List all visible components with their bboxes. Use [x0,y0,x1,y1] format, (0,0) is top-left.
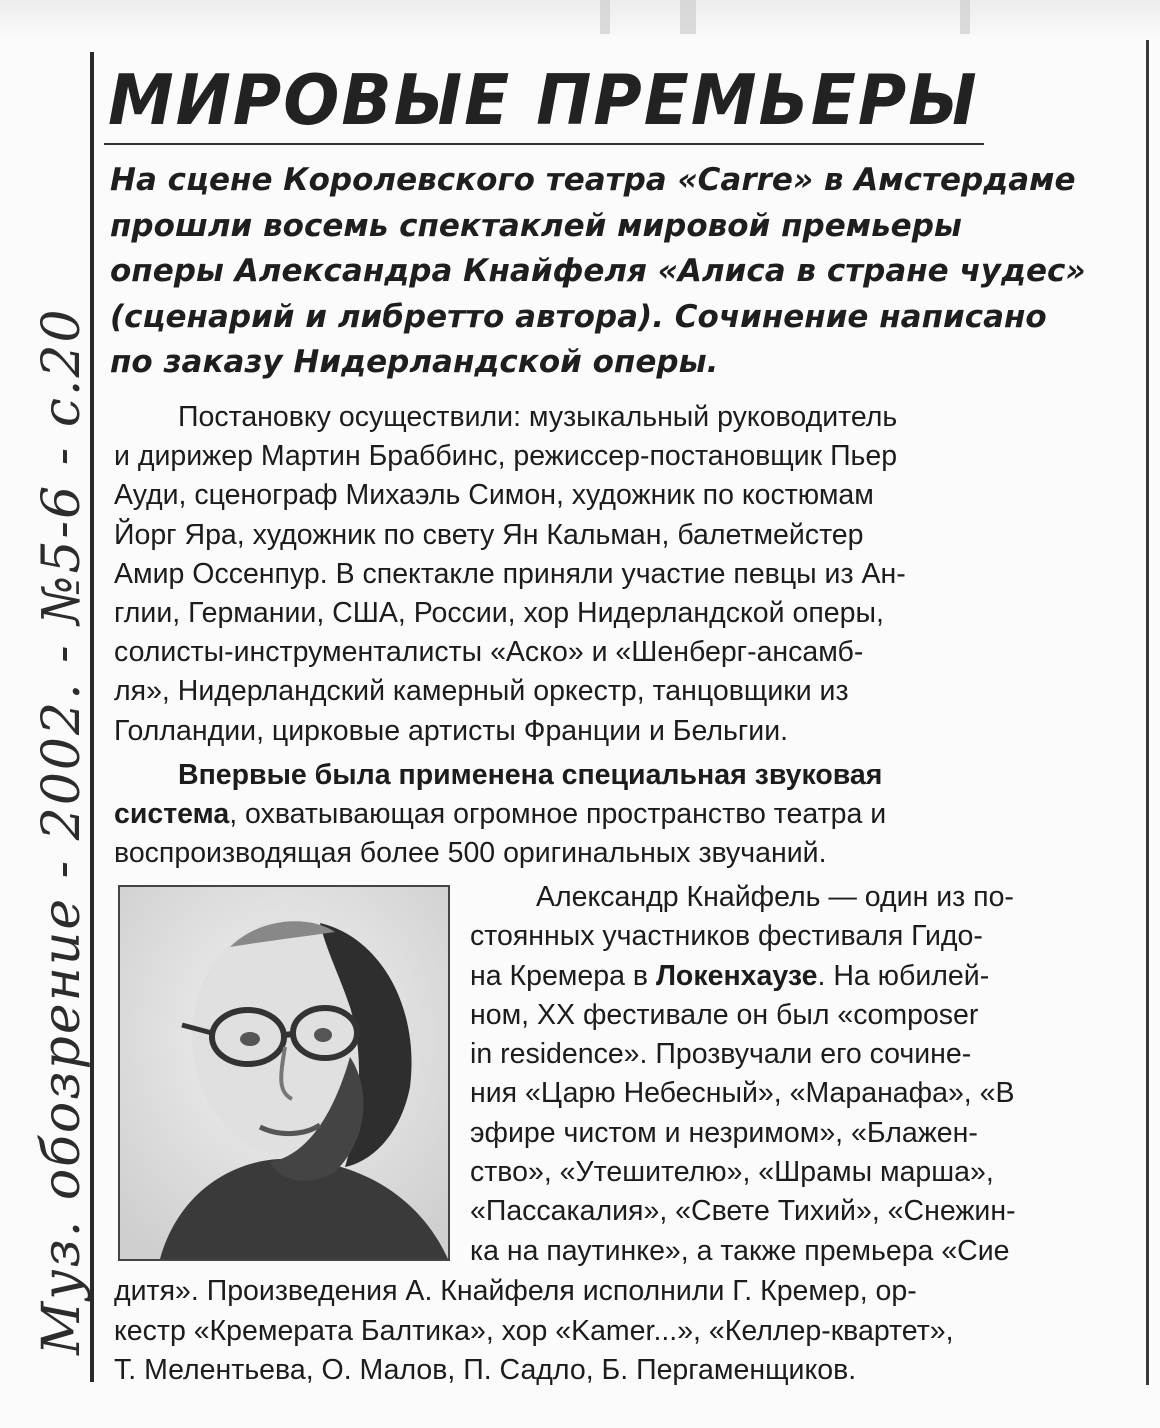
lead-line: по заказу Нидерландской оперы. [110,344,719,380]
scan-artifact [600,0,610,34]
lead-line: прошли восемь спектаклей мировой премьеры [110,207,962,244]
text-line: Т. Мелентьева, О. Малов, П. Садло, Б. Пергаменщиков. [114,1354,857,1386]
text-line [114,795,1112,834]
text-fragment: на Кремера в [470,959,656,992]
bold-text: система [114,798,230,831]
text-line: «Пассакалия», «Свете Тихий», «Снежин- [470,1195,1016,1228]
text-line: Постановку осуществили: музыкальный руководитель [178,401,898,433]
text-line: эфире чистом и незримом», «Блажен- [470,1116,978,1149]
paragraph-performers [114,1272,1114,1391]
text-line: ном, XX фестивале он был «composer [470,998,979,1031]
text-line: ния «Царю Небесный», «Маранафа», «В [470,1077,1015,1110]
portrait-illustration [120,887,448,1259]
text-line: Амир Оссенпур. В спектакле приняли участие певцы из Ан- [114,557,906,590]
text-line: кестр «Кремерата Балтика», хор «Kamer...», «Келлер-квартет», [114,1314,954,1347]
paragraph-sound-system [114,756,1112,874]
text-line: ка на паутинке», а также премьера «Сие [470,1234,1010,1267]
text-line: Ауди, сценограф Михаэль Симон, художник по костюмам [114,479,874,512]
text-line [114,756,1112,795]
scan-top-edge [0,0,1160,40]
scan-artifact [960,0,970,34]
text-line: Йорг Яра, художник по свету Ян Кальман, балетмейстер [114,518,864,551]
text-line: глии, Германии, США, России, хор Нидерландской оперы, [114,597,884,630]
handwritten-source-note: Муз. обозрение - 2002. - №5-6 - с.20 [32,307,92,1355]
lead-line: (сценарий и либретто автора). Сочинение написано [110,298,1047,335]
bold-text: Локенхаузе [655,959,818,992]
text-line: и дирижер Мартин Браббинс, режиссер-постановщик Пьер [114,440,898,473]
text-fragment: , охватывающая огромное пространство театра и [229,798,887,831]
paragraph-composer-bio [470,878,1112,1271]
text-line: Александр Кнайфель — один из по- [536,881,1014,913]
portrait-photo [118,885,450,1261]
bold-text: Впервые была применена специальная звуковая [178,759,883,791]
lead-line: оперы Александра Кнайфеля «Алиса в стране чудес» [110,253,1086,289]
paragraph-production [114,398,1112,751]
text-line: дитя». Произведения А. Кнайфеля исполнили Г. Кремер, ор- [114,1275,917,1307]
text-line: солисты-инструменталисты «Аско» и «Шенберг-ансамб- [114,636,864,669]
text-line: in residence». Прозвучали его сочине- [470,1038,972,1071]
clipping-right-border [1146,40,1149,1385]
scan-artifact [680,0,696,34]
text-line: воспроизводящая более 500 оригинальных звучаний. [114,837,827,870]
lead-line: На сцене Королевского театра «Carre» в Амстердаме [110,162,1076,198]
text-fragment: . На юбилей- [817,959,990,992]
article-headline: МИРОВЫЕ ПРЕМЬЕРЫ [108,60,979,141]
text-line: Голландии, цирковые артисты Франции и Бельгии. [114,714,789,747]
text-line [470,957,1112,996]
text-line: ство», «Утешителю», «Шрамы марша», [470,1156,994,1189]
text-line: стоянных участников фестиваля Гидо- [470,920,983,953]
article-lead [110,158,1100,386]
headline-underline [104,143,984,145]
text-line: ля», Нидерландский камерный оркестр, танцовщики из [114,675,849,708]
